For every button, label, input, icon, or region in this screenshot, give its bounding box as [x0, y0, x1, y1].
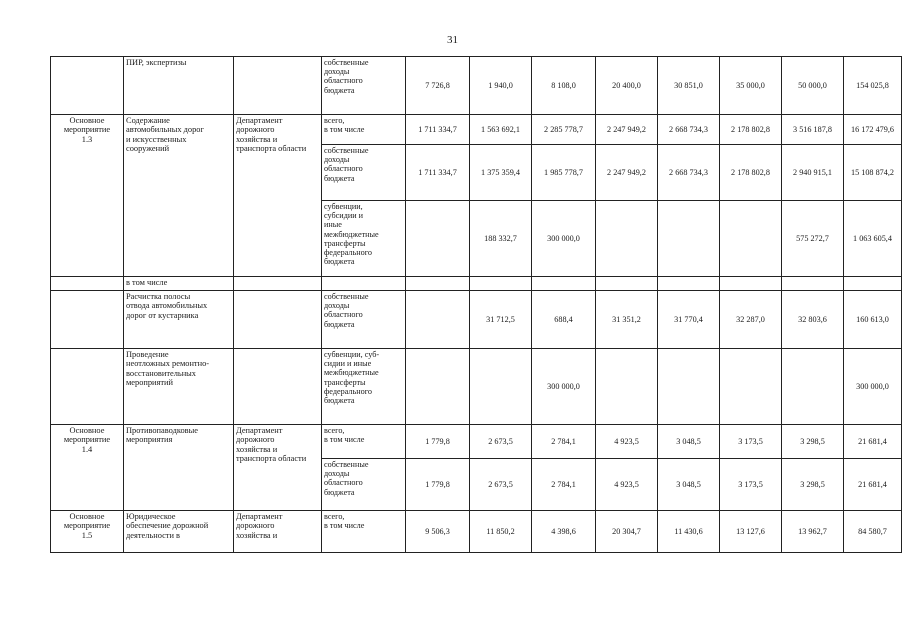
value-cell [470, 349, 532, 425]
empty-cell [322, 277, 406, 291]
value-cell: 154 025,8 [844, 57, 902, 115]
value-cell: 35 000,0 [720, 57, 782, 115]
value-cell [596, 349, 658, 425]
executor-cell: Департамент дорожного хозяйства и транспорта области [234, 115, 322, 277]
value-cell: 4 398,6 [532, 511, 596, 553]
value-cell [720, 349, 782, 425]
value-cell: 31 351,2 [596, 291, 658, 349]
value-cell: 1 711 334,7 [406, 145, 470, 201]
value-cell: 4 923,5 [596, 425, 658, 459]
value-cell: 2 668 734,3 [658, 145, 720, 201]
value-cell: 575 272,7 [782, 201, 844, 277]
value-cell: 30 851,0 [658, 57, 720, 115]
funding-source-cell: собственные доходы областного бюджета [322, 291, 406, 349]
measure-id-cell [51, 57, 124, 115]
value-cell [720, 201, 782, 277]
empty-cell [532, 277, 596, 291]
empty-cell [51, 277, 124, 291]
value-cell: 300 000,0 [532, 349, 596, 425]
value-cell: 32 287,0 [720, 291, 782, 349]
value-cell: 1 375 359,4 [470, 145, 532, 201]
executor-cell [234, 349, 322, 425]
value-cell: 9 506,3 [406, 511, 470, 553]
value-cell: 2 285 778,7 [532, 115, 596, 145]
value-cell: 3 048,5 [658, 459, 720, 511]
value-cell: 11 850,2 [470, 511, 532, 553]
executor-cell [234, 57, 322, 115]
value-cell [596, 201, 658, 277]
value-cell [406, 201, 470, 277]
value-cell: 16 172 479,6 [844, 115, 902, 145]
table-row [51, 425, 902, 459]
value-cell: 300 000,0 [532, 201, 596, 277]
value-cell: 50 000,0 [782, 57, 844, 115]
value-cell: 2 673,5 [470, 459, 532, 511]
value-cell: 1 779,8 [406, 425, 470, 459]
value-cell: 31 712,5 [470, 291, 532, 349]
measure-name-cell: Противопаводковые мероприятия [124, 425, 234, 511]
table-row [51, 277, 902, 291]
table-row [51, 57, 902, 115]
table-row [51, 291, 902, 349]
value-cell: 21 681,4 [844, 459, 902, 511]
empty-cell [720, 277, 782, 291]
value-cell: 3 173,5 [720, 459, 782, 511]
value-cell: 1 563 692,1 [470, 115, 532, 145]
value-cell: 2 784,1 [532, 425, 596, 459]
value-cell: 3 516 187,8 [782, 115, 844, 145]
value-cell: 2 784,1 [532, 459, 596, 511]
value-cell: 2 178 802,8 [720, 145, 782, 201]
value-cell [406, 349, 470, 425]
value-cell: 3 173,5 [720, 425, 782, 459]
measure-name-cell: Расчистка полосы отвода автомобильных дорог от кустарника [124, 291, 234, 349]
value-cell: 8 108,0 [532, 57, 596, 115]
table-row [51, 349, 902, 425]
measure-id-cell [51, 349, 124, 425]
value-cell: 15 108 874,2 [844, 145, 902, 201]
measure-name-cell: Проведение неотложных ремонтно- восстановительных мероприятий [124, 349, 234, 425]
value-cell: 2 178 802,8 [720, 115, 782, 145]
value-cell: 32 803,6 [782, 291, 844, 349]
value-cell: 1 711 334,7 [406, 115, 470, 145]
funding-source-cell: собственные доходы областного бюджета [322, 145, 406, 201]
funding-source-cell: всего, в том числе [322, 115, 406, 145]
measure-name-cell: ПИР, экспертизы [124, 57, 234, 115]
empty-cell [782, 277, 844, 291]
value-cell: 31 770,4 [658, 291, 720, 349]
value-cell: 2 668 734,3 [658, 115, 720, 145]
value-cell: 160 613,0 [844, 291, 902, 349]
value-cell: 21 681,4 [844, 425, 902, 459]
measure-id-cell: Основное мероприятие 1.3 [51, 115, 124, 277]
executor-cell: Департамент дорожного хозяйства и транспорта области [234, 425, 322, 511]
funding-source-cell: субвенции, суб- сидии и иные межбюджетные трансферты федерального бюджета [322, 349, 406, 425]
value-cell: 13 962,7 [782, 511, 844, 553]
value-cell: 1 985 778,7 [532, 145, 596, 201]
empty-cell [596, 277, 658, 291]
page-number: 31 [447, 34, 458, 46]
table-row [51, 511, 902, 553]
value-cell: 4 923,5 [596, 459, 658, 511]
value-cell: 20 400,0 [596, 57, 658, 115]
value-cell: 7 726,8 [406, 57, 470, 115]
value-cell: 2 247 949,2 [596, 145, 658, 201]
value-cell: 1 940,0 [470, 57, 532, 115]
value-cell: 3 298,5 [782, 459, 844, 511]
empty-cell [658, 277, 720, 291]
value-cell [782, 349, 844, 425]
subheading-cell: в том числе [124, 277, 234, 291]
executor-cell: Департамент дорожного хозяйства и [234, 511, 322, 553]
budget-table [50, 56, 902, 553]
empty-cell [406, 277, 470, 291]
value-cell: 2 940 915,1 [782, 145, 844, 201]
measure-name-cell: Юридическое обеспечение дорожной деятельности в [124, 511, 234, 553]
funding-source-cell: субвенции, субсидии и иные межбюджетные трансферты федерального бюджета [322, 201, 406, 277]
funding-source-cell: собственные доходы областного бюджета [322, 459, 406, 511]
value-cell: 84 580,7 [844, 511, 902, 553]
value-cell: 188 332,7 [470, 201, 532, 277]
value-cell [658, 201, 720, 277]
funding-source-cell: всего, в том числе [322, 511, 406, 553]
value-cell [406, 291, 470, 349]
measure-name-cell: Содержание автомобильных дорог и искусственных сооружений [124, 115, 234, 277]
value-cell: 1 063 605,4 [844, 201, 902, 277]
empty-cell [470, 277, 532, 291]
value-cell: 3 298,5 [782, 425, 844, 459]
value-cell: 3 048,5 [658, 425, 720, 459]
value-cell [658, 349, 720, 425]
value-cell: 300 000,0 [844, 349, 902, 425]
funding-source-cell: всего, в том числе [322, 425, 406, 459]
value-cell: 2 673,5 [470, 425, 532, 459]
measure-id-cell [51, 291, 124, 349]
empty-cell [234, 277, 322, 291]
value-cell: 20 304,7 [596, 511, 658, 553]
measure-id-cell: Основное мероприятие 1.5 [51, 511, 124, 553]
value-cell: 13 127,6 [720, 511, 782, 553]
value-cell: 1 779,8 [406, 459, 470, 511]
measure-id-cell: Основное мероприятие 1.4 [51, 425, 124, 511]
value-cell: 11 430,6 [658, 511, 720, 553]
value-cell: 2 247 949,2 [596, 115, 658, 145]
executor-cell [234, 291, 322, 349]
table-row [51, 115, 902, 145]
empty-cell [844, 277, 902, 291]
funding-source-cell: собственные доходы областного бюджета [322, 57, 406, 115]
value-cell: 688,4 [532, 291, 596, 349]
